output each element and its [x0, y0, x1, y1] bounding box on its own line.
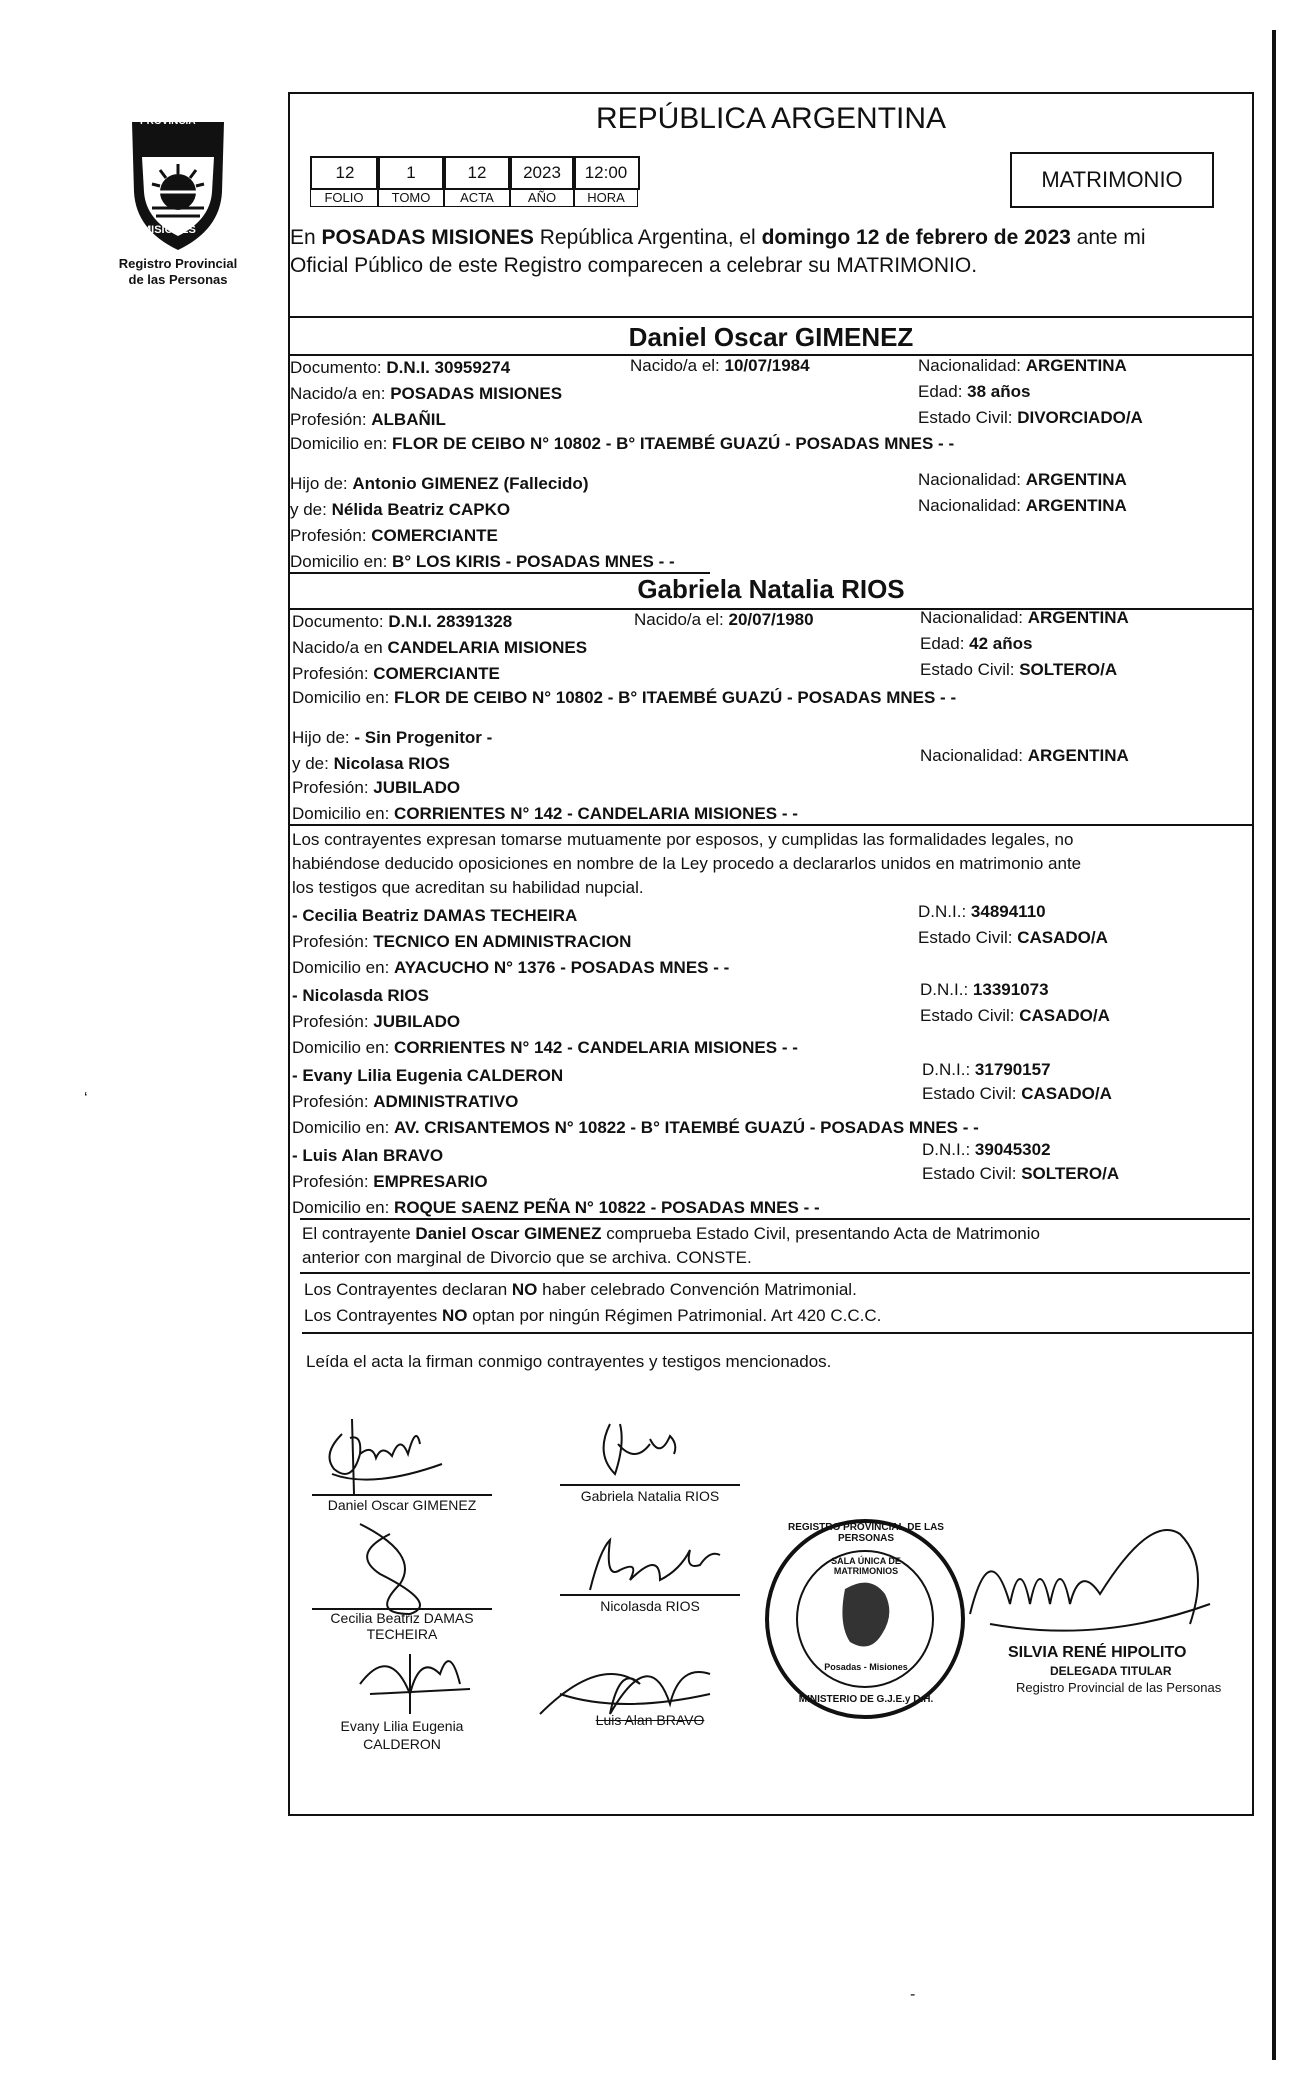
declaration-line-1: Los contrayentes expresan tomarse mutuamente por esposos, y cumplidas las formalidades legales, no [292, 830, 1074, 849]
folio-box: 12 [310, 156, 380, 190]
folio-label: FOLIO [310, 190, 378, 207]
witness-1-signature-label-1: Cecilia Beatriz DAMAS [330, 1610, 474, 1626]
convention-note: Los Contrayentes declaran NO haber celebrado Convención Matrimonial. [304, 1280, 857, 1299]
marriage-certificate [288, 92, 1254, 1816]
bride-name: Gabriela Natalia RIOS [637, 574, 905, 604]
bride-nationality: Nacionalidad: ARGENTINA [920, 608, 1129, 627]
official-name: SILVIA RENÉ HIPOLITO [1008, 1644, 1187, 1661]
witness-3-profession: Profesión: ADMINISTRATIVO [292, 1092, 519, 1111]
official-seal [760, 1514, 970, 1724]
groom-signature [312, 1414, 452, 1504]
bride-signature [590, 1414, 690, 1494]
registry-name-line1: Registro Provincial [118, 256, 238, 271]
groom-birthdate: Nacido/a el: 10/07/1984 [630, 356, 810, 375]
bride-father: Hijo de: - Sin Progenitor - [292, 728, 493, 747]
document-title: REPÚBLICA ARGENTINA [595, 102, 947, 135]
year-label: AÑO [510, 190, 574, 207]
divider [300, 1218, 1250, 1220]
groom-mother-nationality: Nacionalidad: ARGENTINA [918, 496, 1127, 515]
groom-mother: y de: Nélida Beatriz CAPKO [290, 500, 511, 519]
groom-signature-label: Daniel Oscar GIMENEZ [327, 1497, 477, 1513]
scan-mark: ‘ [84, 1090, 88, 1107]
witness-4-profession: Profesión: EMPRESARIO [292, 1172, 488, 1191]
seal-bottom-text: MINISTERIO DE G.J.E.y D.H. [798, 1694, 934, 1705]
witness-1-dni: D.N.I.: 34894110 [918, 902, 1046, 921]
witness-3-dni: D.N.I.: 31790157 [922, 1060, 1051, 1079]
registry-emblem-top-text: PROVINCIA [140, 116, 196, 127]
civil-status-note-line-2: anterior con marginal de Divorcio que se archiva. CONSTE. [302, 1248, 752, 1267]
witness-2-address: Domicilio en: CORRIENTES N° 142 - CANDELARIA MISIONES - - [292, 1038, 798, 1057]
witness-3-name: - Evany Lilia Eugenia CALDERON [292, 1066, 564, 1085]
witness-2-dni: D.N.I.: 13391073 [920, 980, 1049, 999]
official-signature [950, 1494, 1230, 1654]
groom-father: Hijo de: Antonio GIMENEZ (Fallecido) [290, 474, 589, 493]
document-type-box: MATRIMONIO [1010, 152, 1214, 208]
tomo-box: 1 [376, 156, 446, 190]
official-office: Registro Provincial de las Personas [1016, 1680, 1222, 1695]
bride-civil-status: Estado Civil: SOLTERO/A [920, 660, 1118, 679]
witness-4-civil-status: Estado Civil: SOLTERO/A [922, 1164, 1120, 1183]
witness-3-signature-label-2: CALDERON [363, 1736, 441, 1752]
bride-parents-profession: Profesión: JUBILADO [292, 778, 461, 797]
groom-birthplace: Nacido/a en: POSADAS MISIONES [290, 384, 563, 403]
witness-1-profession: Profesión: TECNICO EN ADMINISTRACION [292, 932, 632, 951]
witness-1-civil-status: Estado Civil: CASADO/A [918, 928, 1108, 947]
groom-parents-profession: Profesión: COMERCIANTE [290, 526, 498, 545]
witness-1-address: Domicilio en: AYACUCHO N° 1376 - POSADAS MNES - - [292, 958, 730, 977]
groom-civil-status: Estado Civil: DIVORCIADO/A [918, 408, 1143, 427]
closing-statement: Leída el acta la firman conmigo contrayentes y testigos mencionados. [306, 1352, 832, 1371]
registry-emblem-bottom-text: MISIONES [142, 224, 196, 236]
signature-line [560, 1484, 740, 1486]
groom-age: Edad: 38 años [918, 382, 1031, 401]
intro-line-2: Oficial Público de este Registro comparecen a celebrar su MATRIMONIO. [290, 254, 978, 277]
civil-status-note-line-1: El contrayente Daniel Oscar GIMENEZ comprueba Estado Civil, presentando Acta de Matrimonio [302, 1224, 1040, 1243]
hour-label: HORA [574, 190, 638, 207]
signature-line [560, 1594, 740, 1596]
bride-age: Edad: 42 años [920, 634, 1033, 653]
groom-profession: Profesión: ALBAÑIL [290, 410, 446, 429]
divider [290, 824, 1252, 826]
declaration-line-3: los testigos que acreditan su habilidad nupcial. [292, 878, 644, 897]
witness-4-name: - Luis Alan BRAVO [292, 1146, 444, 1165]
year-box: 2023 [508, 156, 576, 190]
witness-3-signature [350, 1634, 480, 1724]
witness-4-signature-label: Luis Alan BRAVO [595, 1712, 705, 1728]
witness-4-dni: D.N.I.: 39045302 [922, 1140, 1051, 1159]
groom-name: Daniel Oscar GIMENEZ [628, 322, 914, 352]
groom-document: Documento: D.N.I. 30959274 [290, 358, 511, 377]
witness-2-signature-label: Nicolasda RIOS [600, 1598, 700, 1614]
witness-4-signature [520, 1634, 720, 1724]
registry-name-line2: de las Personas [128, 272, 228, 287]
witness-4-address: Domicilio en: ROQUE SAENZ PEÑA N° 10822 - POSADAS MNES - - [292, 1198, 820, 1217]
divider [300, 1272, 1250, 1274]
witness-2-profession: Profesión: JUBILADO [292, 1012, 461, 1031]
page-edge-mark [1272, 30, 1276, 2060]
groom-nationality: Nacionalidad: ARGENTINA [918, 356, 1127, 375]
witness-2-civil-status: Estado Civil: CASADO/A [920, 1006, 1110, 1025]
bride-profession: Profesión: COMERCIANTE [292, 664, 500, 683]
tomo-label: TOMO [378, 190, 444, 207]
seal-inner-text: SALA ÚNICA DE MATRIMONIOS [831, 1556, 901, 1576]
hour-box: 12:00 [572, 156, 640, 190]
witness-1-name: - Cecilia Beatriz DAMAS TECHEIRA [292, 906, 578, 925]
bride-address: Domicilio en: FLOR DE CEIBO N° 10802 - B° ITAEMBÉ GUAZÚ - POSADAS MNES - - [292, 688, 957, 707]
bride-signature-label: Gabriela Natalia RIOS [580, 1488, 720, 1504]
witness-3-signature-label-1: Evany Lilia Eugenia [340, 1718, 464, 1734]
divider [290, 316, 1252, 318]
bride-parents-address: Domicilio en: CORRIENTES N° 142 - CANDELARIA MISIONES - - [292, 804, 798, 823]
bride-birthplace: Nacido/a en CANDELARIA MISIONES [292, 638, 588, 657]
bride-mother: y de: Nicolasa RIOS [292, 754, 450, 773]
property-regime-note: Los Contrayentes NO optan por ningún Régimen Patrimonial. Art 420 C.C.C. [304, 1306, 882, 1325]
witness-3-civil-status: Estado Civil: CASADO/A [922, 1084, 1112, 1103]
declaration-line-2: habiéndose deducido oposiciones en nombre de la Ley procedo a declararlos unidos en matrimonio ante [292, 854, 1082, 873]
bride-mother-nationality: Nacionalidad: ARGENTINA [920, 746, 1129, 765]
divider [302, 1332, 1252, 1334]
official-title: DELEGADA TITULAR [1050, 1664, 1172, 1678]
groom-father-nationality: Nacionalidad: ARGENTINA [918, 470, 1127, 489]
scan-mark: - [910, 1986, 916, 2003]
witness-1-signature-label-2: TECHEIRA [366, 1626, 438, 1642]
bride-birthdate: Nacido/a el: 20/07/1980 [634, 610, 814, 629]
groom-address: Domicilio en: FLOR DE CEIBO N° 10802 - B° ITAEMBÉ GUAZÚ - POSADAS MNES - - [290, 434, 955, 453]
acta-box: 12 [442, 156, 512, 190]
bride-document: Documento: D.N.I. 28391328 [292, 612, 513, 631]
signature-line [312, 1494, 492, 1496]
witness-3-address: Domicilio en: AV. CRISANTEMOS N° 10822 - B° ITAEMBÉ GUAZÚ - POSADAS MNES - - [292, 1118, 979, 1137]
groom-parents-address: Domicilio en: B° LOS KIRIS - POSADAS MNES - - [290, 552, 675, 571]
seal-city-text: Posadas - Misiones [824, 1662, 908, 1672]
intro-line-1: En POSADAS MISIONES República Argentina, el domingo 12 de febrero de 2023 ante mi [290, 226, 1146, 249]
witness-2-name: - Nicolasda RIOS [292, 986, 429, 1005]
seal-outer-text: REGISTRO PROVINCIAL DE LAS PERSONAS [788, 1522, 944, 1544]
acta-label: ACTA [444, 190, 510, 207]
